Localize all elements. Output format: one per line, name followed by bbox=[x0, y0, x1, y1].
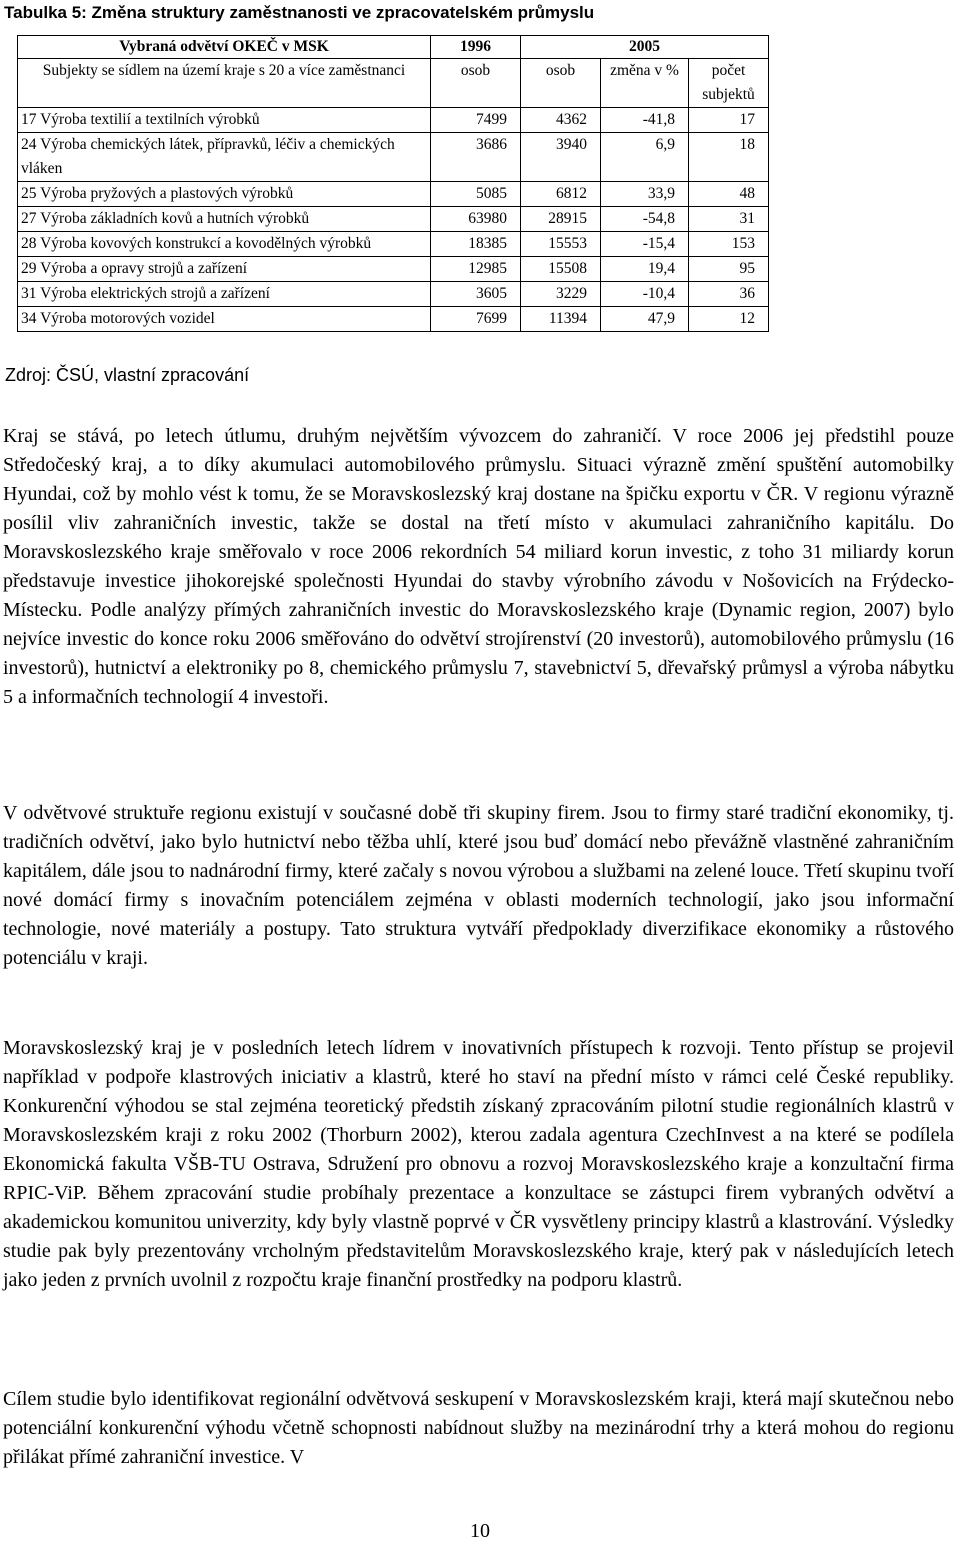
cell-persons-1996: 63980 bbox=[431, 207, 521, 232]
subheader-subjects: Subjekty se sídlem na území kraje s 20 a více zaměstnanci bbox=[18, 59, 431, 108]
cell-sector: 25 Výroba pryžových a plastových výrobků bbox=[18, 182, 431, 207]
cell-change-percent: -41,8 bbox=[601, 108, 689, 133]
paragraph-2: V odvětvové struktuře regionu existují v současné době tři skupiny firem. Jsou to firmy staré tradiční ekonomiky, tj. tradičních odvětví, jako bylo hutnictví nebo těžba uhlí, které jsou buď domácí nebo převážně vlastněné zahraničním kapitálem, dále jsou to nadnárodní firmy, které začaly s novou výrobou a službami na zelené louce. Třetí skupinu tvoří nové domácí firmy s inovačním potenciálem zejména v oblasti moderních technologií, jako jsou informační technologie, nové materiály a postupy. Tato struktura vytváří předpoklady diverzifikace ekonomiky a růstového potenciálu v kraji. bbox=[3, 802, 954, 969]
cell-persons-2005: 3940 bbox=[521, 133, 601, 182]
cell-persons-1996: 3605 bbox=[431, 282, 521, 307]
cell-change-percent: -54,8 bbox=[601, 207, 689, 232]
cell-persons-1996: 5085 bbox=[431, 182, 521, 207]
employment-structure-table bbox=[17, 35, 769, 332]
table-caption: Tabulka 5: Změna struktury zaměstnanosti ve zpracovatelském průmyslu bbox=[4, 3, 595, 22]
paragraph-3: Moravskoslezský kraj je v posledních letech lídrem v inovativních přístupech k rozvoji. Tento přístup se projevil například v podpoře klastrových iniciativ a klastrů, které ho staví na přední místo v rámci celé České republiky. Konkurenční výhodou se stal zejména teoretický předstih získaný zpracováním pilotní studie regionálních klastrů v Moravskoslezském kraji z roku 2002 (Thorburn 2002), kterou zadala agentura CzechInvest a na které se podílela Ekonomická fakulta VŠB-TU Ostrava, Sdružení pro obnovu a rozvoj Moravskoslezského kraje a konzultační firma RPIC-ViP. Během zpracování studie probíhaly prezentace a konzultace se zástupci firem vybraných odvětví a akademickou komunitou univerzity, kdy byly vlastně poprvé v ČR vysvětleny principy klastrů a klastrování. Výsledky studie pak byly prezentovány vrcholným představitelům Moravskoslezského kraje, který pak v následujících letech jako jeden z prvních uvolnil z rozpočtu kraje finanční prostředky na podporu klastrů. bbox=[3, 1037, 954, 1291]
cell-sector: 34 Výroba motorových vozidel bbox=[18, 307, 431, 332]
cell-persons-1996: 7699 bbox=[431, 307, 521, 332]
cell-change-percent: 47,9 bbox=[601, 307, 689, 332]
cell-sector: 27 Výroba základních kovů a hutních výrobků bbox=[18, 207, 431, 232]
table-row bbox=[18, 307, 769, 332]
table-row bbox=[18, 108, 769, 133]
cell-persons-1996: 3686 bbox=[431, 133, 521, 182]
table-row bbox=[18, 207, 769, 232]
table-subheader-row bbox=[18, 59, 769, 108]
cell-sector: 28 Výroba kovových konstrukcí a kovodělných výrobků bbox=[18, 232, 431, 257]
cell-subject-count: 153 bbox=[689, 232, 769, 257]
paragraph-1: Kraj se stává, po letech útlumu, druhým největším vývozcem do zahraničí. V roce 2006 jej předstihl pouze Středočeský kraj, a to díky akumulaci automobilového průmyslu. Situaci výrazně změní spuštění automobilky Hyundai, což by mohlo vést k tomu, že se Moravskoslezský kraj dostane na špičku exportu v ČR. V regionu výrazně posílil vliv zahraničních investic, takže se dostal na třetí místo v akumulaci zahraničního kapitálu. Do Moravskoslezského kraje směřovalo v roce 2006 rekordních 54 miliard korun investic, z toho 31 miliardy korun představuje investice jihokorejské společnosti Hyundai do stavby výrobního závodu v Nošovicích na Frýdecko-Místecku. Podle analýzy přímých zahraničních investic do Moravskoslezského kraje (Dynamic region, 2007) bylo nejvíce investic do konce roku 2006 směřováno do odvětví strojírenství (20 investorů), automobilového průmyslu (16 investorů), hutnictví a elektroniky po 8, chemického průmyslu 7, stavebnictví 5, dřevařský průmysl a výroba nábytku 5 a informačních technologií 4 investoři. bbox=[3, 425, 954, 708]
cell-sector: 17 Výroba textilií a textilních výrobků bbox=[18, 108, 431, 133]
table-row bbox=[18, 133, 769, 182]
cell-persons-2005: 3229 bbox=[521, 282, 601, 307]
cell-subject-count: 12 bbox=[689, 307, 769, 332]
subheader-persons-2005: osob bbox=[521, 59, 601, 108]
cell-sector: 24 Výroba chemických látek, přípravků, léčiv a chemických vláken bbox=[18, 133, 431, 182]
subheader-change-percent: změna v % bbox=[601, 59, 689, 108]
header-year-2005: 2005 bbox=[521, 36, 769, 59]
table-row bbox=[18, 257, 769, 282]
cell-persons-2005: 4362 bbox=[521, 108, 601, 133]
table-body bbox=[18, 108, 769, 332]
cell-persons-2005: 28915 bbox=[521, 207, 601, 232]
paragraph-4: Cílem studie bylo identifikovat regionální odvětvová seskupení v Moravskoslezském kraji, která mají skutečnou nebo potenciální konkurenční výhodu včetně schopnosti nabídnout služby na mezinárodní trhy a která mohou do regionu přilákat přímé zahraniční investice. V bbox=[3, 1388, 954, 1468]
cell-change-percent: 6,9 bbox=[601, 133, 689, 182]
cell-change-percent: -10,4 bbox=[601, 282, 689, 307]
cell-subject-count: 48 bbox=[689, 182, 769, 207]
header-sector: Vybraná odvětví OKEČ v MSK bbox=[18, 36, 431, 59]
cell-persons-2005: 6812 bbox=[521, 182, 601, 207]
table-row bbox=[18, 232, 769, 257]
cell-persons-2005: 15553 bbox=[521, 232, 601, 257]
table-row bbox=[18, 282, 769, 307]
header-year-1996: 1996 bbox=[431, 36, 521, 59]
cell-persons-1996: 12985 bbox=[431, 257, 521, 282]
cell-sector: 31 Výroba elektrických strojů a zařízení bbox=[18, 282, 431, 307]
cell-subject-count: 18 bbox=[689, 133, 769, 182]
cell-persons-2005: 11394 bbox=[521, 307, 601, 332]
table-source: Zdroj: ČSÚ, vlastní zpracování bbox=[5, 365, 250, 385]
table-header-row bbox=[18, 36, 769, 59]
page-number: 10 bbox=[470, 1520, 490, 1542]
subheader-persons-1996: osob bbox=[431, 59, 521, 108]
cell-persons-1996: 7499 bbox=[431, 108, 521, 133]
cell-change-percent: -15,4 bbox=[601, 232, 689, 257]
table-row bbox=[18, 182, 769, 207]
subheader-subject-count: počet subjektů bbox=[689, 59, 769, 108]
cell-sector: 29 Výroba a opravy strojů a zařízení bbox=[18, 257, 431, 282]
cell-change-percent: 19,4 bbox=[601, 257, 689, 282]
cell-persons-2005: 15508 bbox=[521, 257, 601, 282]
cell-change-percent: 33,9 bbox=[601, 182, 689, 207]
cell-subject-count: 31 bbox=[689, 207, 769, 232]
cell-subject-count: 17 bbox=[689, 108, 769, 133]
cell-persons-1996: 18385 bbox=[431, 232, 521, 257]
cell-subject-count: 36 bbox=[689, 282, 769, 307]
cell-subject-count: 95 bbox=[689, 257, 769, 282]
